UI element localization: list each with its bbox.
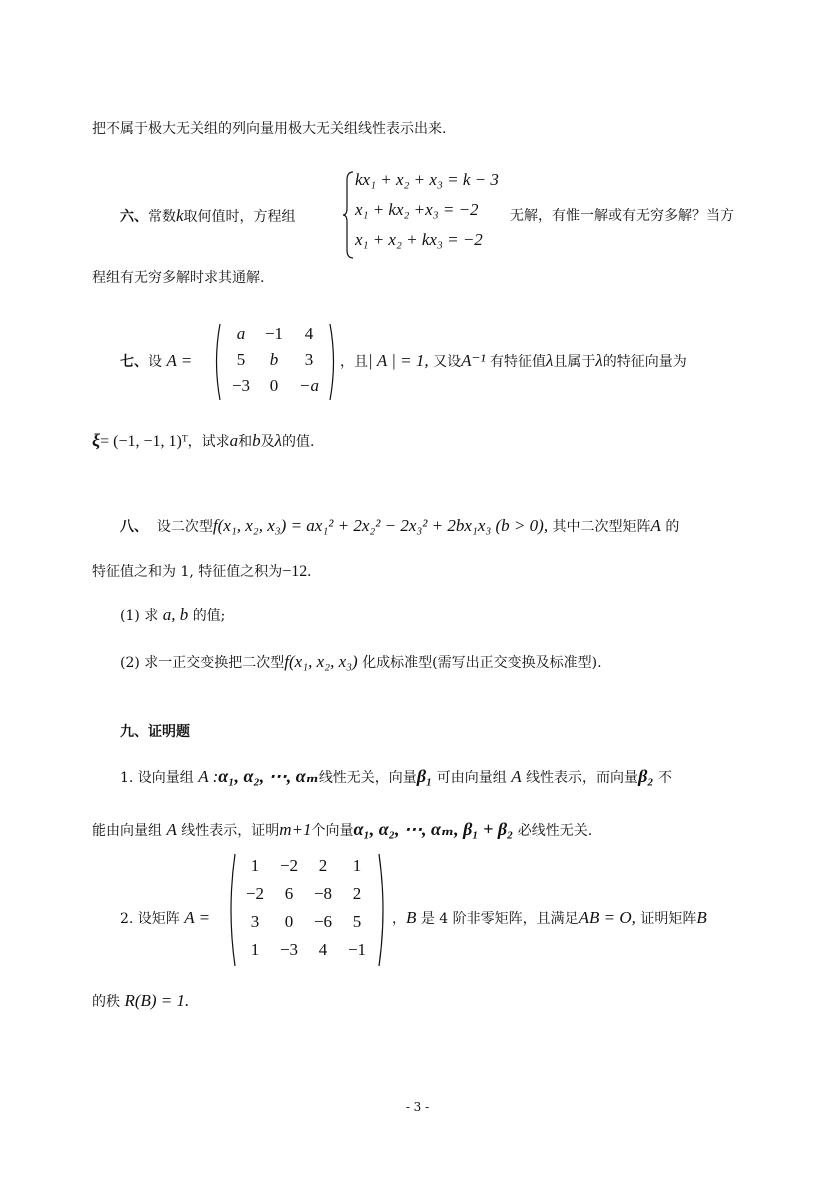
q7-lhs: A = bbox=[166, 351, 193, 370]
q7-detA: | A | = 1, bbox=[368, 351, 429, 370]
q7-text-e: 且属于 bbox=[553, 354, 596, 370]
q7-Ainv: A⁻¹ bbox=[461, 351, 486, 370]
q7-m01: −1 bbox=[264, 324, 284, 343]
q9-m03: 1 bbox=[352, 856, 362, 875]
q9-p1-d: 线性表示，而向量 bbox=[526, 770, 639, 786]
q7-text-a: 设 bbox=[148, 354, 162, 370]
q7-line1-left bbox=[120, 351, 192, 372]
q6-number: 六、 bbox=[120, 209, 148, 225]
q8-sub1-vars: a, b bbox=[162, 605, 189, 624]
q9-p2-right bbox=[392, 908, 707, 929]
q9-p1-A2: A bbox=[511, 767, 522, 786]
q6-eq1: kx₁ + x₂ + x₃ = k − 3 bbox=[355, 170, 499, 189]
q7-m11: b bbox=[269, 350, 279, 369]
q9-m30: 1 bbox=[250, 940, 260, 959]
q9-p1-e: 不 bbox=[658, 770, 673, 786]
q8-text-a: 设二次型 bbox=[156, 519, 213, 535]
q9-m22: −6 bbox=[313, 912, 333, 931]
q9-p2-c: 是 4 阶非零矩阵，且满足 bbox=[420, 911, 579, 927]
q8-line2 bbox=[92, 562, 311, 582]
q9-matrix bbox=[226, 852, 388, 968]
q7-lambda-2: λ bbox=[595, 351, 603, 370]
q6-eq2: x₁ + kx₂ +x₃ = −2 bbox=[355, 200, 479, 219]
q9-title: 九、证明题 bbox=[120, 724, 190, 740]
intro-line: 把不属于极大无关组的列向量用极大无关组线性表示出来. bbox=[92, 121, 447, 137]
q9-p2-AB: AB = O, bbox=[578, 908, 636, 927]
q6-var-k: k bbox=[176, 206, 184, 225]
q9-m23: 5 bbox=[352, 912, 362, 931]
q8-sub2-end: 化成标准型(需写出正交变换及标准型). bbox=[362, 655, 602, 671]
q9-p1-c: 可由向量组 bbox=[436, 770, 507, 786]
q9-p2-left bbox=[120, 908, 210, 929]
q9-m13: 2 bbox=[352, 884, 362, 903]
q9-p2-b: ， bbox=[392, 911, 406, 927]
q9-p2-rank: R(B) = 1. bbox=[124, 991, 190, 1010]
page-number: - 3 - bbox=[405, 1100, 430, 1114]
q7-text-f: 的特征向量为 bbox=[602, 354, 687, 370]
q9-p1-line1 bbox=[120, 766, 672, 788]
q8-sub2-f: f(x₁, x₂, x₃) bbox=[284, 652, 358, 671]
q6-line1 bbox=[120, 206, 296, 227]
q9-p1-beta2: β₂ bbox=[638, 766, 654, 786]
q9-p1-set: α₁, α₂, ⋯, αₘ, β₁ + β₂ bbox=[353, 819, 514, 839]
q6-text-a: 常数 bbox=[148, 209, 176, 225]
q7-m20: −3 bbox=[231, 376, 251, 395]
q6-text-c: 无解，有惟一解或有无穷多解？当方 bbox=[510, 208, 734, 224]
q8-product: −12. bbox=[282, 563, 312, 580]
q7-lambda-3: λ bbox=[274, 431, 282, 450]
q9-p1-b: 线性无关，向量 bbox=[318, 770, 417, 786]
q7-m22: −a bbox=[299, 376, 319, 395]
q7-xi: ξ bbox=[92, 430, 101, 450]
q8-number: 八、 bbox=[120, 519, 148, 535]
q8-sub2 bbox=[120, 652, 602, 673]
q9-p1-A: A : bbox=[198, 767, 219, 786]
q9-p1-g: 线性表示，证明 bbox=[181, 823, 280, 839]
q8-sub1 bbox=[120, 605, 225, 626]
q7-number: 七、 bbox=[120, 354, 148, 370]
q9-p2-e: 的秩 bbox=[92, 994, 120, 1010]
q7-var-b: b bbox=[252, 431, 261, 450]
q9-m01: −2 bbox=[279, 856, 299, 875]
q6-eq3: x₁ + x₂ + kx₃ = −2 bbox=[355, 230, 483, 249]
left-brace-icon bbox=[343, 170, 355, 260]
q7-m00: a bbox=[236, 324, 246, 343]
q8-sub1-end: 的值; bbox=[192, 608, 226, 624]
q7-m02: 4 bbox=[304, 324, 314, 343]
q7-text-d: 有特征值 bbox=[490, 354, 547, 370]
q8-text-d: 特征值之和为 1, 特征值之积为 bbox=[92, 564, 283, 580]
q9-m00: 1 bbox=[250, 856, 260, 875]
q9-m32: 4 bbox=[318, 940, 328, 959]
q9-p1-i: 必线性无关. bbox=[517, 823, 593, 839]
q9-p2-line2 bbox=[92, 991, 189, 1012]
q9-p2-B2: B bbox=[696, 908, 707, 927]
q9-p1-f: 能由向量组 bbox=[92, 823, 162, 839]
q9-p1-m: m+1 bbox=[279, 820, 312, 839]
q9-p1-alphas: α₁, α₂, ⋯, αₘ bbox=[218, 766, 319, 786]
q6-line2: 程组有无穷多解时求其通解. bbox=[92, 270, 265, 286]
q8-text-b: 其中二次型矩阵 bbox=[552, 519, 651, 535]
q9-m20: 3 bbox=[250, 912, 260, 931]
q8-text-c: 的 bbox=[665, 519, 680, 535]
q9-m31: −3 bbox=[279, 940, 299, 959]
q9-m21: 0 bbox=[284, 912, 294, 931]
q9-m33: −1 bbox=[347, 940, 367, 959]
q6-equation-system bbox=[343, 170, 503, 260]
q7-text-g: ，试求 bbox=[187, 434, 230, 450]
q8-sub2-text: (2) 求一正交变换把二次型 bbox=[120, 655, 285, 671]
q7-text-i: 及 bbox=[260, 434, 275, 450]
q7-text-j: 的值. bbox=[282, 434, 315, 450]
q7-lambda-1: λ bbox=[546, 351, 554, 370]
q7-line1-right bbox=[340, 351, 687, 372]
q9-p2-d: 证明矩阵 bbox=[640, 911, 697, 927]
q9-p1-a: 1. 设向量组 bbox=[120, 770, 194, 786]
q8-var-A: A bbox=[650, 516, 661, 535]
q9-p1-h: 个向量 bbox=[311, 823, 354, 839]
q7-matrix bbox=[212, 322, 338, 402]
q9-m12: −8 bbox=[313, 884, 333, 903]
q9-m10: −2 bbox=[245, 884, 265, 903]
q7-var-a: a bbox=[229, 431, 239, 450]
q8-line1 bbox=[120, 516, 679, 537]
q9-m11: 6 bbox=[284, 884, 294, 903]
q9-p1-line2 bbox=[92, 819, 592, 841]
q9-p1-beta1: β₁ bbox=[416, 766, 433, 786]
q7-m10: 5 bbox=[236, 350, 246, 369]
q9-p2-a: 2. 设矩阵 bbox=[120, 911, 180, 927]
q7-line2 bbox=[92, 430, 314, 452]
q7-xi-value: = (−1, −1, 1)ᵀ bbox=[100, 433, 188, 450]
q7-text-h: 和 bbox=[238, 434, 253, 450]
q7-m21: 0 bbox=[269, 376, 279, 395]
q9-p1-A3: A bbox=[166, 820, 177, 839]
q8-formula: f(x₁, x₂, x₃) = ax₁² + 2x₂² − 2x₃² + 2bx₁x₃ (b > 0), bbox=[212, 516, 549, 535]
q9-p2-lhs: A = bbox=[184, 908, 211, 927]
q7-text-b: ，且 bbox=[340, 354, 368, 370]
q8-sub1-text: (1) 求 bbox=[120, 608, 159, 624]
q7-text-c: 又设 bbox=[433, 354, 462, 370]
q7-m12: 3 bbox=[304, 350, 314, 369]
q9-p2-B: B bbox=[406, 908, 417, 927]
q6-text-b: 取何值时，方程组 bbox=[183, 209, 296, 225]
q9-m02: 2 bbox=[318, 856, 328, 875]
